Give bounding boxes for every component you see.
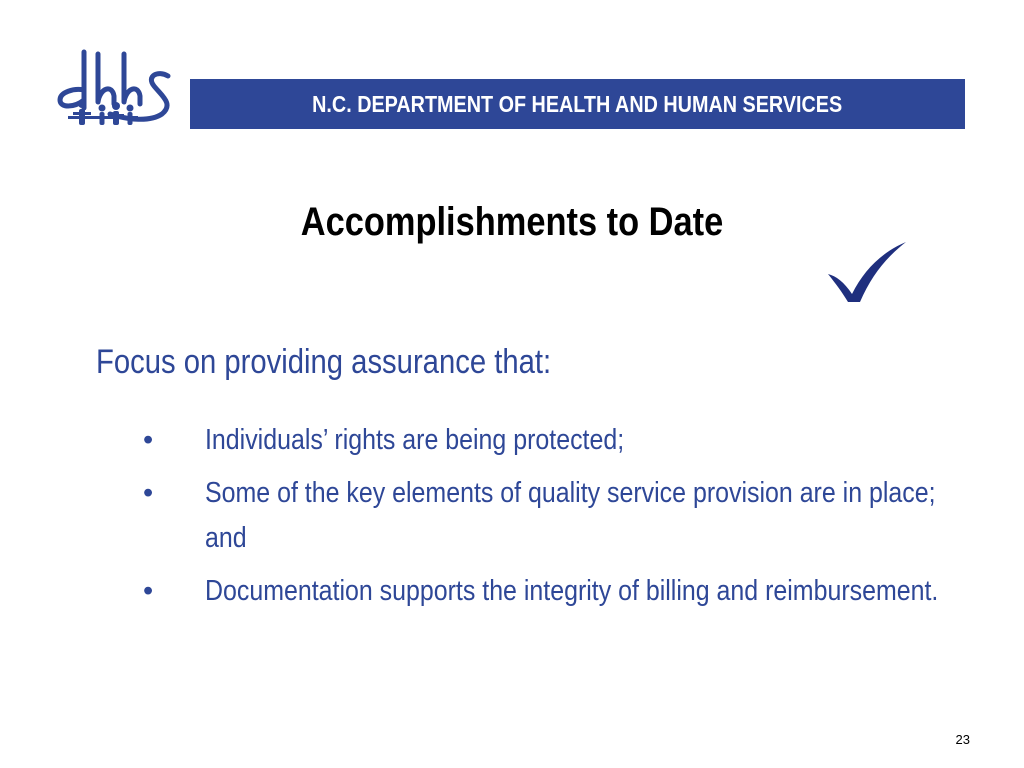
bullet-text: Individuals’ rights are being protected; [205, 424, 625, 456]
subheading: Focus on providing assurance that: [96, 343, 552, 381]
bullet-list [143, 418, 1023, 622]
slide-title: Accomplishments to Date [300, 200, 724, 244]
bullet-text: Some of the key elements of quality service provision are in place; and [205, 477, 936, 554]
bullet-text: Documentation supports the integrity of billing and reimbursement. [205, 575, 939, 607]
header-banner [190, 79, 965, 129]
list-item [143, 471, 1023, 561]
checkmark-icon [826, 240, 908, 304]
dhhs-logo-icon [50, 42, 180, 134]
list-item [143, 569, 1023, 614]
header-text: N.C. DEPARTMENT OF HEALTH AND HUMAN SERVICES [312, 90, 843, 117]
list-item [143, 418, 1023, 463]
bullet-icon: • [143, 424, 154, 456]
bullet-icon: • [143, 477, 154, 509]
bullet-icon: • [143, 575, 154, 607]
page-number: 23 [955, 732, 970, 747]
